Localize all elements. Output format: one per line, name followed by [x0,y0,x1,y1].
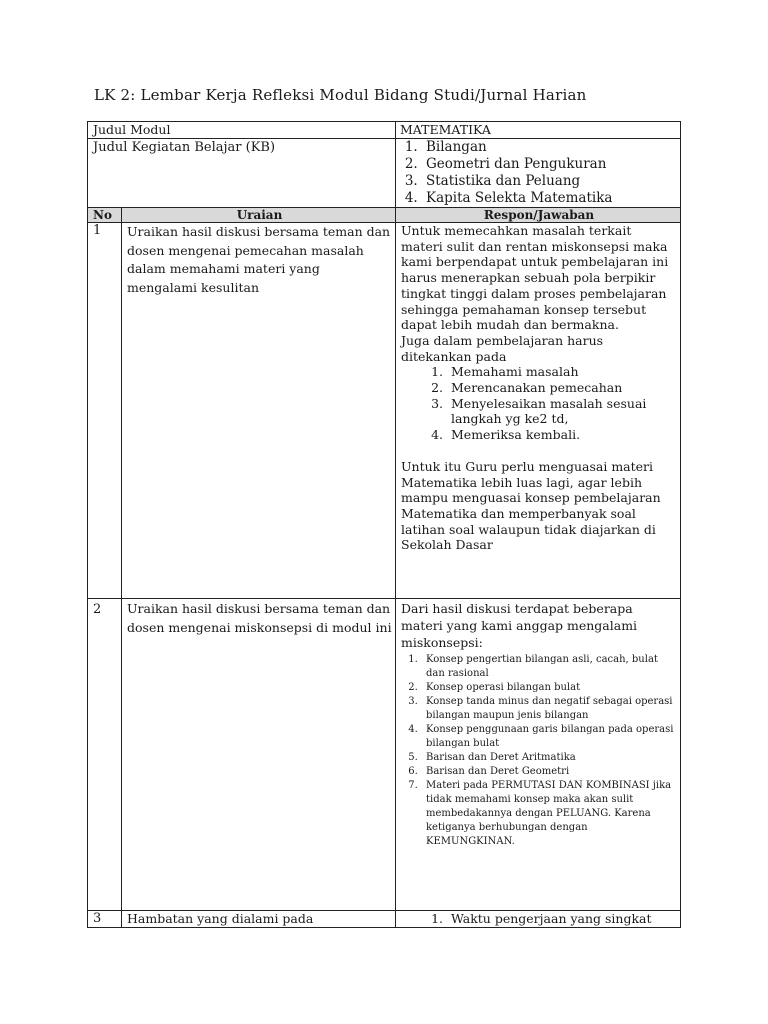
judul-kb-row [88,139,681,208]
response-list [401,364,677,443]
judul-modul-row [88,122,681,139]
response-list [401,911,677,927]
list-item: 6. Barisan dan Deret Geometri [421,765,677,779]
list-item: 1. Konsep pengertian bilangan asli, cacah, bulat dan rasional [421,653,677,681]
list-item: 1. Memahami masalah [447,364,677,380]
document-title: LK 2: Lembar Kerja Refleksi Modul Bidang Studi/Jurnal Harian [94,86,587,104]
row-response [396,599,681,911]
judul-modul-label: Judul Modul [88,122,396,139]
header-respon: Respon/Jawaban [396,208,681,223]
table-row [88,599,681,911]
list-item: 3. Konsep tanda minus dan negatif sebagai operasi bilangan maupun jenis bilangan [421,695,677,723]
response-paragraph: Dari hasil diskusi terdapat beberapa materi yang kami anggap mengalami miskonsepsi: [401,601,638,650]
table-row [88,911,681,928]
list-item: 2. Konsep operasi bilangan bulat [421,681,677,695]
header-no: No [88,208,122,223]
row-uraian: Hambatan yang dialami pada [122,911,396,928]
table-row [88,223,681,599]
kb-list-cell [396,139,681,208]
kb-item: 4. Kapita Selekta Matematika [422,190,677,207]
kb-item: 1. Bilangan [422,139,677,156]
kb-list [400,139,677,207]
table-header-row [88,208,681,223]
kb-item: 3. Statistika dan Peluang [422,173,677,190]
judul-modul-value: MATEMATIKA [396,122,681,139]
judul-kb-label: Judul Kegiatan Belajar (KB) [88,139,396,208]
row-response [396,911,681,928]
response-paragraph: Untuk itu Guru perlu menguasai materi Matematika lebih luas lagi, agar lebih mampu menguasai konsep pembelajaran Matematika dan memperbanyak soal latihan soal walaupun tidak diajarkan di Sekolah Dasar [401,458,661,553]
list-item: 4. Memeriksa kembali. [447,427,677,443]
reflection-table [87,121,681,928]
header-uraian: Uraian [122,208,396,223]
row-uraian: Uraikan hasil diskusi bersama teman dan dosen mengenai miskonsepsi di modul ini [122,599,396,911]
row-number: 1 [88,223,122,599]
list-item: 7. Materi pada PERMUTASI DAN KOMBINASI jika tidak memahami konsep maka akan sulit membedakannya dengan PELUANG. Karena ketiganya berhubungan dengan KEMUNGKINAN. [421,779,677,849]
miskonsepsi-list [401,653,677,849]
list-item: 5. Barisan dan Deret Aritmatika [421,751,677,765]
row-number: 3 [88,911,122,928]
list-item: 4. Konsep penggunaan garis bilangan pada operasi bilangan bulat [421,723,677,751]
response-paragraph: Juga dalam pembelajaran harus ditekankan pada [401,332,604,364]
row-number: 2 [88,599,122,911]
kb-item: 2. Geometri dan Pengukuran [422,156,677,173]
list-item: 1. Waktu pengerjaan yang singkat [447,911,677,927]
list-item: 2. Merencanakan pemecahan [447,380,677,396]
response-paragraph: Untuk memecahkan masalah terkait materi sulit dan rentan miskonsepsi maka kami berpendapat untuk pembelajaran ini harus menerapkan sebuah pola berpikir tingkat tinggi dalam proses pembelajaran sehingga pemahaman konsep tersebut dapat lebih mudah dan bermakna. [401,223,669,333]
row-uraian: Uraikan hasil diskusi bersama teman dan dosen mengenai pemecahan masalah dalam memahami materi yang mengalami kesulitan [122,223,396,599]
row-response [396,223,681,599]
list-item: 3. Menyelesaikan masalah sesuai langkah yg ke2 td, [447,396,677,427]
